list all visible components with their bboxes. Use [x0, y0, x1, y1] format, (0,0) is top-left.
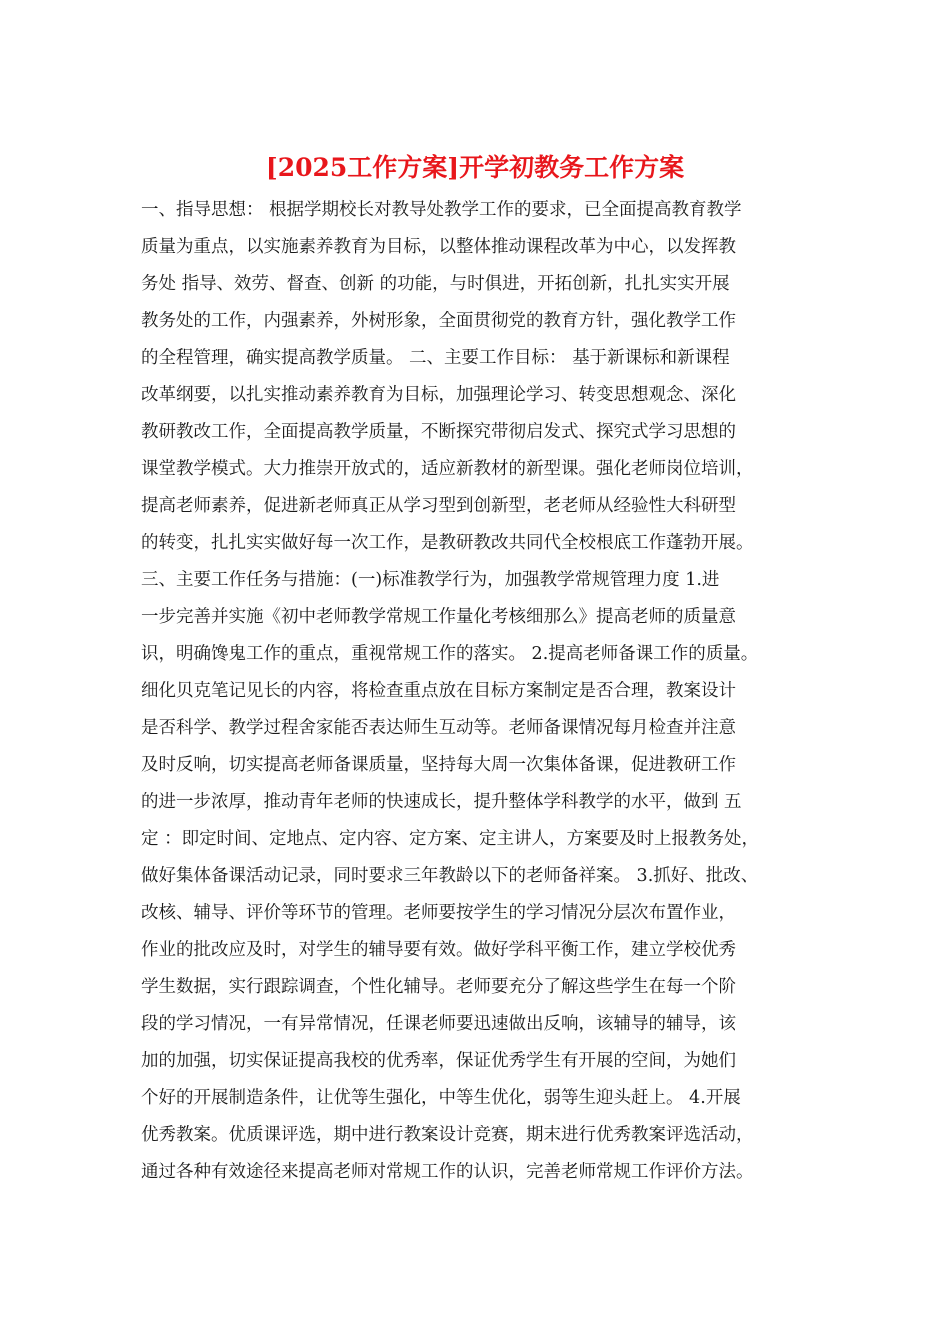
- body-line: 识，明确馋鬼工作的重点，重视常规工作的落实。 2.提高老师备课工作的质量。: [141, 644, 759, 664]
- body-line: 改核、辅导、评价等环节的管理。老师要按学生的学习情况分层次布置作业，: [141, 903, 736, 923]
- body-line: 课堂教学模式。大力推崇开放式的，适应新教材的新型课。强化老师岗位培训，: [141, 459, 754, 479]
- body-line: 教务处的工作，内强素养，外树形象，全面贯彻党的教育方针，强化教学工作: [141, 311, 736, 331]
- body-line: 细化贝克笔记见长的内容，将检查重点放在目标方案制定是否合理，教案设计: [141, 681, 736, 701]
- body-line: 的全程管理，确实提高教学质量。 二、主要工作目标： 基于新课标和新课程: [141, 348, 730, 368]
- body-line: 提高老师素养，促进新老师真正从学习型到创新型，老老师从经验性大科研型: [141, 496, 736, 516]
- body-line: 一步完善并实施《初中老师教学常规工作量化考核细那么》提高老师的质量意: [141, 607, 736, 627]
- body-line: 个好的开展制造条件，让优等生强化，中等生优化，弱等生迎头赶上。 4.开展: [141, 1088, 741, 1108]
- body-line: 加的加强，切实保证提高我校的优秀率，保证优秀学生有开展的空间，为她们: [141, 1051, 736, 1071]
- body-line: 作业的批改应及时，对学生的辅导要有效。做好学科平衡工作，建立学校优秀: [141, 940, 736, 960]
- body-line: 通过各种有效途径来提高老师对常规工作的认识，完善老师常规工作评价方法。: [141, 1162, 754, 1182]
- body-line: 是否科学、教学过程舍家能否表达师生互动等。老师备课情况每月检查并注意: [141, 718, 736, 738]
- body-line: 做好集体备课活动记录，同时要求三年教龄以下的老师备祥案。 3.抓好、批改、: [141, 866, 759, 886]
- body-line: 一、指导思想： 根据学期校长对教导处教学工作的要求，已全面提高教育教学: [141, 200, 742, 220]
- body-line: 及时反响，切实提高老师备课质量，坚持每大周一次集体备课，促进教研工作: [141, 755, 736, 775]
- body-line: 务处 指导、效劳、督查、创新 的功能，与时俱进，开拓创新，扎扎实实开展: [141, 274, 730, 294]
- body-line: 三、主要工作任务与措施：(一)标准教学行为，加强教学常规管理力度 1.进: [141, 570, 720, 590]
- body-line: 定 ：即定时间、定地点、定内容、定方案、定主讲人，方案要及时上报教务处，: [141, 829, 760, 849]
- body-line: 段的学习情况，一有异常情况，任课老师要迅速做出反响，该辅导的辅导，该: [141, 1014, 736, 1034]
- body-line: 的进一步浓厚，推动青年老师的快速成长，提升整体学科教学的水平，做到 五: [141, 792, 742, 812]
- body-line: 质量为重点，以实施素养教育为目标，以整体推动课程改革为中心，以发挥教: [141, 237, 736, 257]
- body-line: 教研教改工作，全面提高教学质量，不断探究带彻启发式、探究式学习思想的: [141, 422, 736, 442]
- body-line: 的转变，扎扎实实做好每一次工作，是教研教改共同代全校根底工作蓬勃开展。: [141, 533, 754, 553]
- document-title: [2025工作方案]开学初教务工作方案: [265, 153, 685, 182]
- body-line: 优秀教案。优质课评选，期中进行教案设计竞赛，期末进行优秀教案评选活动，: [141, 1125, 754, 1145]
- body-line: 改革纲要，以扎实推动素养教育为目标，加强理论学习、转变思想观念、深化: [141, 385, 736, 405]
- document-body: [141, 192, 821, 1191]
- body-line: 学生数据，实行跟踪调查，个性化辅导。老师要充分了解这些学生在每一个阶: [141, 977, 736, 997]
